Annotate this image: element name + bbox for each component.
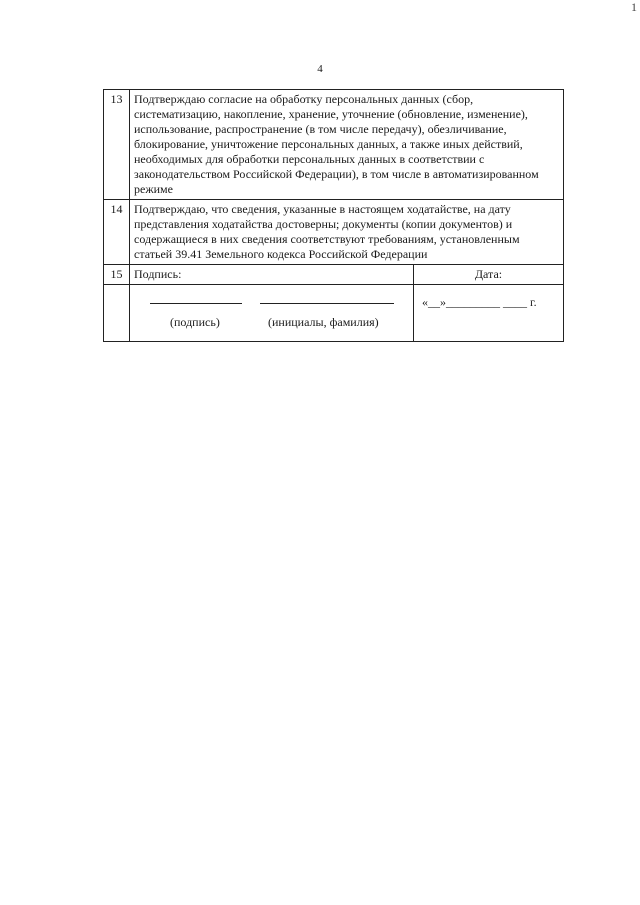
signature-line (150, 303, 242, 304)
consent-table (103, 89, 564, 342)
name-caption: (инициалы, фамилия) (268, 315, 379, 329)
table-row (104, 90, 564, 200)
date-field[interactable] (414, 285, 564, 342)
signature-caption: (подпись) (170, 315, 220, 329)
confirmation-accuracy-text: Подтверждаю, что сведения, указанные в настоящем ходатайстве, на дату представления ходатайства достоверны; документы (копии документов) и содержащиеся в них сведения соответствуют требованиям, установленным статьей 39.41 Земельного кодекса Российской Федерации (130, 200, 564, 265)
corner-mark: 1 (631, 0, 637, 14)
row-number: 15 (104, 265, 130, 285)
row-number: 13 (104, 90, 130, 200)
consent-personal-data-text: Подтверждаю согласие на обработку персональных данных (сбор, систематизацию, накопление, хранение, уточнение (обновление, изменение), использование, распространение (в том числе передачу), обезличивание, блокирование, уничтожение персональных данных, а также иных действий, необходимых для обработки персональных данных в соответствии с законодательством Российской Федерации), в том числе в автоматизированном режиме (130, 90, 564, 200)
signature-label: Подпись: (130, 265, 414, 285)
date-label: Дата: (414, 265, 564, 285)
table-row (104, 285, 564, 342)
signature-field[interactable] (130, 285, 414, 342)
row-number-empty (104, 285, 130, 342)
table-row (104, 200, 564, 265)
name-line (260, 303, 394, 304)
page-number: 4 (317, 63, 323, 75)
date-template: «__»_________ ____ г. (422, 295, 537, 309)
table-row (104, 265, 564, 285)
row-number: 14 (104, 200, 130, 265)
